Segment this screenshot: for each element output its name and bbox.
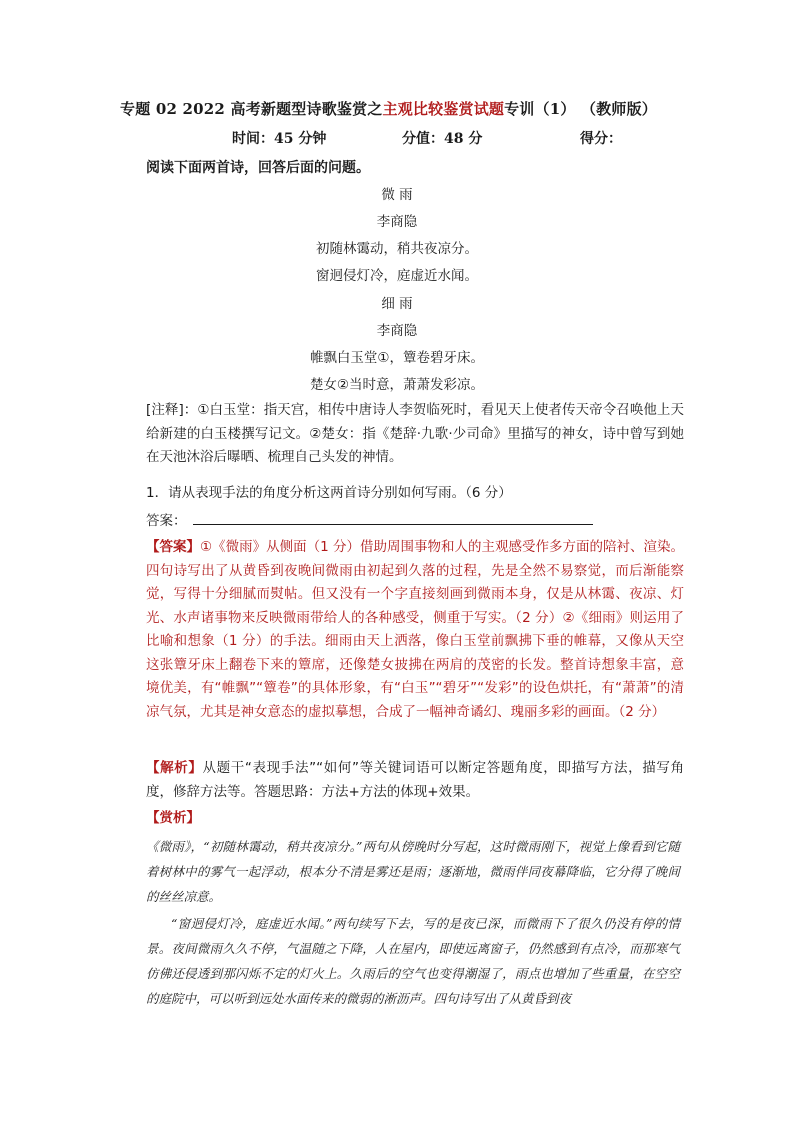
answer-tag: 【答案】 [146,539,201,555]
answer-blank-line[interactable] [193,510,593,525]
document-title [120,98,720,119]
poem1-line1: 初随林霭动，稍共夜凉分。 [316,241,478,257]
answer-blank-row [146,509,593,529]
poem2-title: 细 雨 [381,296,413,312]
appreciation-paragraph-2: “窗迥侵灯冷，庭虚近水闻。”两句续写下去，写的是夜已深，而微雨下了很久仍没有停的情景。夜间微雨久久不停，气温随之下降，人在屋内，即使远离窗子，仍然感到有点冷，而那寒气仿佛还侵透到那闪烁不定的灯火上。久雨后的空气也变得潮湿了，雨点也增加了些重量，在空空的庭院中，可以听到远处水面传来的微弱的淅沥声。四句诗写出了从黄昏到夜 [146,916,680,1006]
analysis-block [146,757,684,804]
appreciation-paragraph-1: 《微雨》，“初随林霭动，稍共夜凉分。”两句从傍晚时分写起，这时微雨刚下，视觉上像看到它随着树林中的雾气一起浮动，根本分不清是雾还是雨；逐渐地，微雨伴同夜幕降临，它分得了晚间的丝丝凉意。 [146,839,680,904]
poem2-line1: 帷飘白玉堂①，簟卷碧牙床。 [309,350,485,366]
title-prefix: 专题 02 2022 高考新题型诗歌鉴赏之 [120,100,383,118]
answer-block [146,536,684,724]
answer-label: 答案： [146,513,187,529]
time-info: 时间：45 分钟 [232,131,327,147]
analysis-tag: 【解析】 [146,760,203,776]
poem1-title: 微 雨 [381,187,413,203]
question-1: 1．请从表现手法的角度分析这两首诗分别如何写雨。（6 分） [146,485,512,501]
poem2-line2: 楚女②当时意，萧萧发彩凉。 [309,377,485,393]
appreciation-tag: 【赏析】 [146,810,200,826]
title-suffix: 专训（1） （教师版） [504,100,657,118]
got-score-field: 得分： [580,131,622,147]
reading-instruction: 阅读下面两首诗，回答后面的问题。 [146,160,370,176]
analysis-body: 从题干“表现手法”“如何”等关键词语可以断定答题角度，即描写方法，描写角度，修辞方法等。答题思路：方法+方法的体现+效果。 [146,760,684,800]
appreciation-heading [146,807,684,831]
poem1-author: 李商隐 [376,214,418,230]
title-highlight: 主观比较鉴赏试题 [382,100,505,118]
annotation-note: [注释]：①白玉堂：指天宫，相传中唐诗人李贺临死时，看见天上使者传天帝令召唤他上天给新建的白玉楼撰写记文。②楚女：指《楚辞·九歌·少司命》里描写的神女，诗中曾写到她在天池沐浴后曝晒、梳理自己头发的神情。 [146,402,684,465]
poem2-author: 李商隐 [376,323,418,339]
poem1-line2: 窗迥侵灯冷，庭虚近水闻。 [316,268,478,284]
answer-body: ①《微雨》从侧面（1 分）借助周围事物和人的主观感受作多方面的陪衬、渲染。四句诗写出了从黄昏到夜晚间微雨由初起到久落的过程，先是全然不易察觉，而后渐能察觉，写得十分细腻而熨帖。但又没有一个字直接刻画到微雨本身，仅是从林霭、夜凉、灯光、水声诸事物来反映微雨带给人的各种感受，侧重于写实。（2 分）②《细雨》则运用了比喻和想象（1 分）的手法。细雨由天上洒落，像白玉堂前飘拂下垂的帷幕，又像从天空这张簟牙床上翻卷下来的簟席，还像楚女披拂在两肩的茂密的长发。整首诗想象丰富，意境优美，有“帷飘”“簟卷”的具体形象，有“白玉”“碧牙”“发彩”的设色烘托，有“萧萧”的清凉气氛，尤其是神女意态的虚拟摹想，合成了一幅神奇谲幻、瑰丽多彩的画面。（2 分） [146,539,685,720]
score-info: 分值：48 分 [402,131,483,147]
